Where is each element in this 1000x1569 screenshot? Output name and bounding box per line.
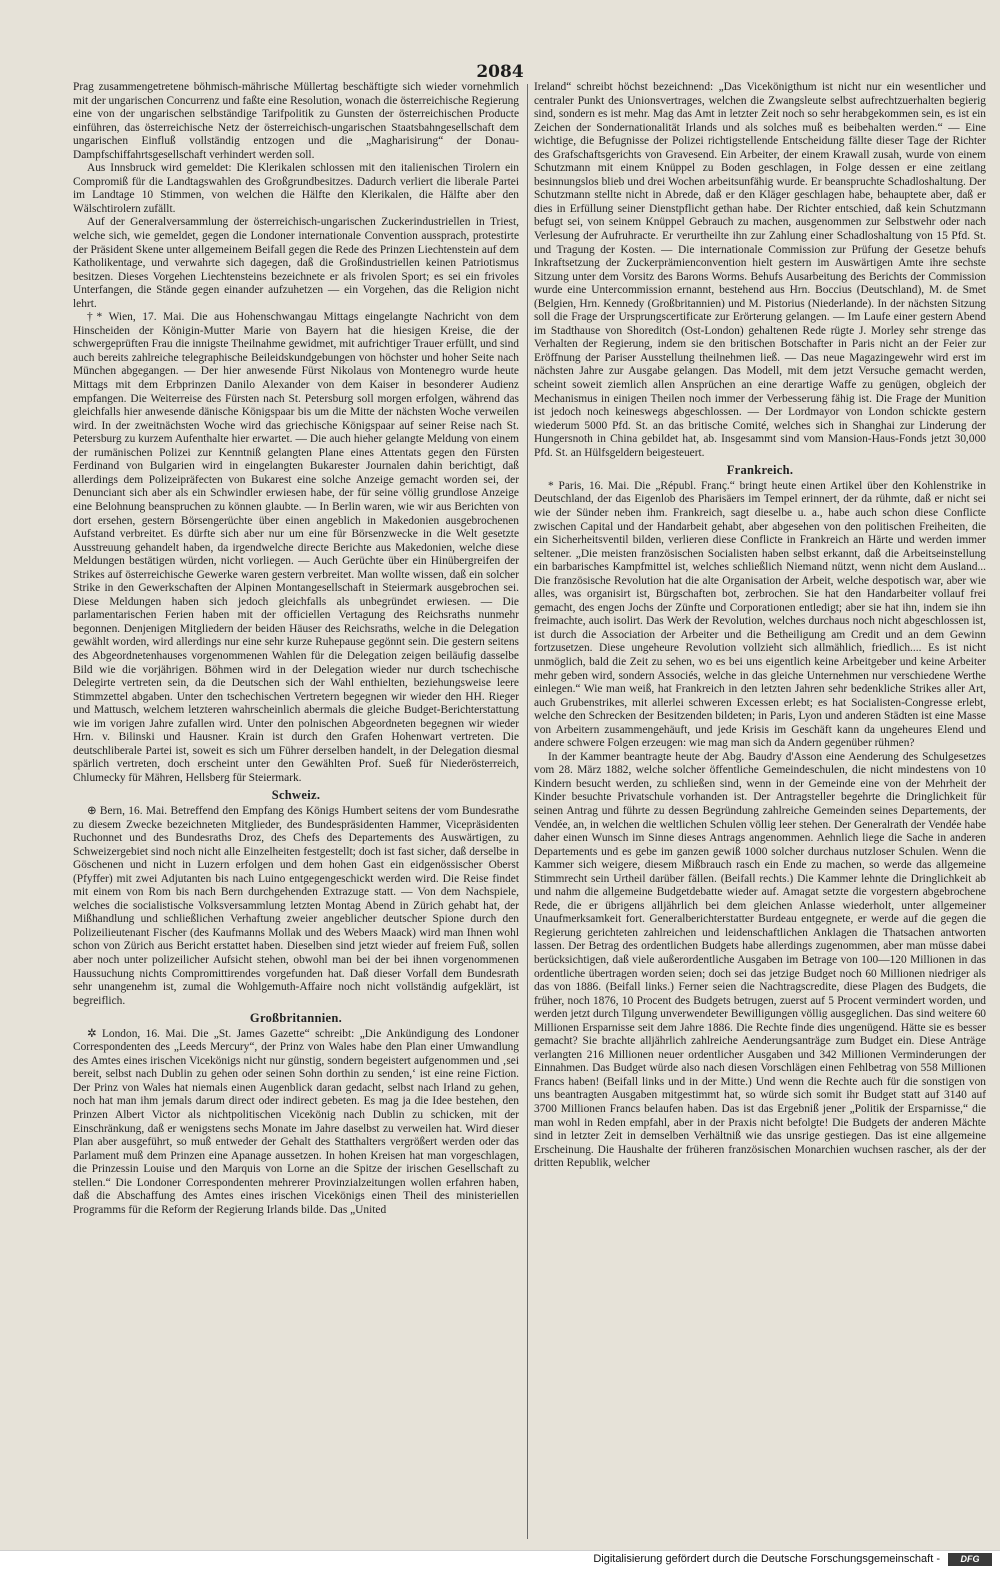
article-paragraph: ⊕ Bern, 16. Mai. Betreffend den Empfang des Königs Humbert seitens der vom Bundesrathe zu diesem Zwecke bezeichneten Mitglieder, des Bundespräsidenten Hammer, Vicepräsidenten Ruchonnet und des Bundesraths Droz, des Chefs des Departements des Auswärtigen, zu Schweizergebiet sind noch nicht alle Einzelheiten festgestellt; doch ist fast sicher, daß derselbe in Göschenen und nicht in Luzern erfolgen und dem hohen Gast ein eidgenössischer Oberst (Pfyffer) mit zwei Adjutanten bis nach Luino entgegengeschickt werden wird. Die Reise findet mit einem von Rom bis nach Bern durchgehenden Extrazuge statt. — Von dem Nachspiele, welches die socialistische Volksversammlung letzten Montag Abend in Zürich gehabt hat, der Mißhandlung und schließlichen Verhaftung zweier angeblicher deutscher Spione durch den Polizeilieutenant Fischer (des Kaufmanns Mollak und des Webers Maack) wird man Ihnen wohl schon von Zürich aus Bericht erstattet haben. Dieselben sind jetzt wieder auf freiem Fuß, sollen aber noch unter polizeilicher Aufsicht stehen, obwohl man bei der bei ihnen vorgenommenen Haussuchung nichts Compromittirendes vorgefunden hat. Daß dieser Vorfall dem Bundesrath sehr unangenehm ist, zumal die Wohlgemuth-Affaire noch nicht vollständig aufgeklärt, ist begreiflich. — [73, 804, 519, 1007]
article-paragraph: In der Kammer beantragte heute der Abg. Baudry d'Asson eine Aenderung des Schulgesetzes vom 28. März 1882, welche solcher öffentliche Gemeindeschulen, die nicht mindestens von 10 Kindern besucht werden, zu schließen sind, wenn in der Gemeinde eine von der Mehrheit der Kinder besuchte Privatschule vorhanden ist. Der Antragsteller begehrte die Dringlichkeit für seinen Antrag und führte zu dessen Begründung zahlreiche Gemeinden seines Departements, der Vendée, an, in welchen die weltlichen Schulen völlig leer stehen. Der Generalrath der Vendée habe daher einen Wunsch im Sinne dieses Antrags angenommen. Aehnlich liege die Sache in anderen Departements und es gebe im ganzen gewiß 1000 solcher durchaus nutzloser Schulen. Wenn die Kammer sich weigere, diesem Mißbrauch rasch ein Ende zu machen, so werde das allgemeine Stimmrecht sein Urtheil darüber fällen. (Beifall rechts.) Die Kammer lehnte die Dringlichkeit ab und nahm die allgemeine Budgetdebatte wieder auf. Amagat setzte die vorgestern abgebrochene Rede, die er übrigens alljährlich bei dem gleichen Anlasse wiederholt, unter allgemeiner Unaufmerksamkeit fort. Generalberichterstatter Burdeau entgegnete, er werde auf die gegen die Regierung gerichteten zahlreichen und leidenschaftlichen Anklagen die Thatsachen antworten lassen. Der Betrag des ordentlichen Budgets habe allerdings zugenommen, aber man müsse dabei berücksichtigen, daß viele außerordentliche Ausgaben im Betrage von 100—120 Millionen in das ordentliche übertragen worden seien; doch sei das jetzige Budget noch 60 Millionen niedriger als das von 1886. (Beifall links.) Ferner seien die Nachtragscredite, diese Plagen des Budgets, die früher, noch 1876, 10 Procent des Budgets betrugen, zuerst auf 5 Procent vermindert worden, und werden jetzt durch Tilgung unverwendeter Bewilligungen völlig ausgeglichen. Das sind weitere 60 Millionen Ersparnisse seit dem Jahre 1886. Die Rechte finde dies ungenügend. Hätte sie es besser gemacht? Sie brachte alljährlich zahlreiche Aenderungsanträge zum Budget ein. Diese Anträge verlangten 216 Millionen neuer ordentlicher Ausgaben und 342 Millionen Verminderungen der Einnahmen. Das Budget würde also nach diesen Vorschlägen einen Fehlbetrag von 558 Millionen Francs haben! (Beifall links und in der Mitte.) Und wenn die Rechte auch für die sonstigen von uns beantragten Ausgaben mitgestimmt hat, so würde sich somit ihr Budget statt auf 3140 auf 3700 Millionen Francs belaufen haben. Das ist das Ergebniß jener „Politik der Ersparnisse,“ die man wohl in Reden empfahl, aber in der Praxis nicht befolgte! Die Budgets der anderen Mächte sind in letzter Zeit in demselben Verhältniß wie das unsrige gestiegen. Das ist eine allgemeine Erscheinung. Die Haushalte der früheren französischen Monarchien wuchsen rascher, als der der dritten Republik, welcher — [534, 750, 986, 1170]
article-paragraph: Aus Innsbruck wird gemeldet: Die Klerikalen schlossen mit den italienischen Tirolern ein Compromiß für die Landtagswahlen des Großgrundbesitzes. Dadurch verliert die liberale Partei im Landtage 10 Stimmen, von welchen die Hälfte den Klerikalen, die Hälfte aber den Wälschtirolern zufällt. — [73, 162, 519, 215]
article-paragraph: ✲ London, 16. Mai. Die „St. James Gazette“ schreibt: „Die Ankündigung des Londoner Correspondenten des „Leeds Mercury“, der Prinz von Wales habe den Plan einer Umwandlung des Amtes eines irischen Vicekönigs nicht nur günstig, sondern begeistert aufgenommen und ‚sei bereit, selbst nach Dublin zu gehen oder seinen Sohn dorthin zu senden,‘ ist eine reine Fiction. Der Prinz von Wales hat niemals einen Augenblick daran gedacht, selbst nach Irland zu gehen, noch hat man ihm jemals darum direct oder indirect gebeten. Es mag ja die Idee bestehen, den Prinzen Albert Victor als nichtpolitischen Vicekönig nach Dublin zu schicken, mit der Einschränkung, daß er wenigstens sechs Monate im Jahre daselbst zu verweilen hat. Wird dieser Plan aber ausgeführt, so muß entweder der Gehalt des Statthalters vergrößert werden oder das Parlament muß dem Prinzen eine Apanage aussetzen. In hohen Kreisen hat man vorgeschlagen, die Prinzessin Louise und den Marquis von Lorne an die Spitze der irischen Gesellschaft zu stellen.“ Die Londoner Correspondenten mehrerer Provinzialzeitungen wollen erfahren haben, daß die Abschaffung des Amtes eines irischen Vicekönigs einen Theil des ministeriellen Programms für die Reform der Regierung Irlands bilde. Das „United — [73, 1027, 519, 1216]
dfg-logo: DFG — [948, 1553, 992, 1566]
right-column — [534, 81, 986, 1547]
section-heading-schweiz: Schweiz. — [271, 788, 321, 803]
section-heading-frankreich: Frankreich. — [726, 463, 794, 478]
article-paragraph: Ireland“ schreibt höchst bezeichnend: „Das Vicekönigthum ist nicht nur ein wesentlicher und centraler Punkt des Unionsvertrages, welchen die Zwangsleute selbst aufrechtzuerhalten begierig sind, sondern es ist mehr. Mag das Amt in letzter Zeit noch so sehr herabgekommen sein, es ist ein Zeichen der Sondernationalität Irlands und als solches muß es beibehalten werden.“ — Eine wichtige, die Befugnisse der Polizei richtigstellende Entscheidung fällte dieser Tage der Richter des Grafschaftsgerichts von Gravesend. Ein Arbeiter, der einem Krawall zusah, wurde von einem Schutzmann mit einem Knüppel zu Boden geschlagen, in Folge dessen er eine zeitlang besinnungslos blieb und drei Wochen arbeitsunfähig wurde. Er beanspruchte Schadloshaltung. Der Schutzmann stellte nicht in Abrede, daß er den Kläger geschlagen habe, behauptete aber, daß er dies in Erfüllung seiner Dienstpflicht gethan habe. Der Richter entschied, daß kein Schutzmann befugt sei, von seinem Knüppel Gebrauch zu machen, ausgenommen zur Selbstwehr oder nach Verlesung der Aufruhracte. Er verurtheilte ihn zur Zahlung einer Schadloshaltung von 15 Pfd. St. und Tragung der Kosten. — Die internationale Commission zur Prüfung der Gesetze behufs Inkraftsetzung der Zuckerprämienconvention hielt gestern im Auswärtigen Amte ihre sechste Sitzung unter dem Vorsitz des Barons Worms. Behufs Ausarbeitung des Berichts der Commission wurde eine Untercommission ernannt, bestehend aus Hrn. Boccius (Deutschland), M. de Smet (Belgien, Hrn. Kennedy (Großbritannien) und M. Pistorius (Niederlande). In der nächsten Sitzung soll die Frage der Ursprungscertificate zur Erörterung gelangen. — Im Laufe einer gestern Abend im Stadthause von Shoreditch (Ost-London) gehaltenen Rede rügte J. Morley sehr strenge das Verhalten der Regierung, indem sie den britischen Botschafter in Paris nicht an der Feier zur Eröffnung der Pariser Ausstellung theilnehmen ließ. — Das neue Magazingewehr wird erst im nächsten Jahre zur Ausgabe gelangen. Das Modell, mit dem jetzt Versuche gemacht werden, scheint soweit ziemlich allen Ansprüchen an eine derartige Waffe zu genügen, obgleich der Mechanismus in einigen Theilen noch immer der Verbesserung fähig ist. Die Frage der Munition ist jedoch noch keineswegs abgeschlossen. — Der Lordmayor von London schickte gestern wiederum 5000 Pfd. St. an das britische Comité, welches sich in Shanghai zur Linderung der Hungersnoth in China gebildet hat, ab. Insgesammt sind vom Mansion-Haus-Fonds jetzt 30,000 Pfd. St. an Hülfsgeldern beigesteuert. — [534, 81, 986, 459]
article-paragraph: * Paris, 16. Mai. Die „Républ. Franç.“ bringt heute einen Artikel über den Kohlenstrike in Deutschland, der das Eigenlob des Pharisäers im Tempel erinnert, der da rühmte, daß er nicht sei wie der Sünder neben ihm. Frankreich, sagt dieselbe u. a., habe auch schon diese Conflicte zwischen Capital und der Handarbeit gehabt, aber abgesehen von den politischen Freiheiten, die ein Sicherheitsventil bilden, verlieren diese Conflicte in Frankreich an Härte und werden immer seltener. „Die meisten französischen Socialisten haben selbst erkannt, daß die Arbeitseinstellung ein barbarisches Kampfmittel ist, welches schließlich Niemand nützt, wenn nicht dem Ausland... Die französische Revolution hat die alte Organisation der Arbeit, welche despotisch war, aber wie alles, was organisirt ist, Bürgschaften bot, zerbrochen. Sie hat den Handarbeiter vollauf frei gemacht, des engen Jochs der Zünfte und Corporationen entledigt; aber sie hat ihn, indem sie ihn freimachte, auch isolirt. Das Werk der Revolution, welches durchaus noch nicht abgeschlossen ist, ist durch die Association der Arbeiter und die Betheiligung am Credit und an dem Gewinn fortzusetzen. Diese ungeheure Revolution vollzieht sich allmählich, friedlich.... Es ist nicht unmöglich, bald die Zeit zu sehen, wo es bei uns eigentlich keine Arbeitgeber und keine Arbeiter mehr geben wird, sondern Associés, welche in das gleiche Unternehmen nur verschiedene Werthe einlegen.“ Wie man weiß, hat Frankreich in den letzten Jahren sehr bedenkliche Strikes aller Art, auch Grubenstrikes, mit allerlei schweren Excessen erlebt; es hat Socialisten-Congresse erlebt, welche den Schrecken der Besitzenden bildeten; in Paris, Lyon und anderen Städten ist eine Masse von Arbeitern zusammengehäuft, und jede Krisis im Geschäft kann da ungeheures Elend und andere schwere Folgen erzeugen: wie mag man sich da Andern gegenüber rühmen? — [534, 479, 986, 750]
column-divider — [527, 84, 528, 1539]
left-column — [73, 81, 519, 1547]
article-paragraph: Auf der Generalversammlung der österreichisch-ungarischen Zuckerindustriellen in Triest, welche sich, wie gemeldet, gegen die Londoner internationale Convention aussprach, protestirte der Präsident Skene unter allgemeinem Beifall gegen die Rede des Prinzen Liechtenstein auf dem Katholikentage, und verwahrte sich dagegen, daß die Großindustriellen keinen Patriotismus besitzen. Dieses Vorgehen Liechtensteins bezeichnete er als frivolen Sport; es sei ein frivoles Unterfangen, die Stände gegen einander aufzuhetzen — ein Vorgehen, das die Religion nicht lehrt. — [73, 216, 519, 310]
section-heading-grossbritannien: Großbritannien. — [249, 1011, 343, 1026]
article-paragraph: Prag zusammengetretene böhmisch-mährische Müllertag beschäftigte sich wieder vornehmlich mit der ungarischen Concurrenz und faßte eine Resolution, wonach die österreichische Regierung eine von der ungarischen selbständige Tarifpolitik zu Gunsten der österreichischen Producte einführen, das österreichische Netz der österreichisch-ungarischen Staatsbahngesellschaft dem ungarischen Einfluß vollständig entzogen und die „Magharisirung“ der Donau-Dampfschiffahrtsgesellschaft verhindert werden soll. — [73, 81, 519, 161]
digitization-footer — [0, 1550, 1000, 1569]
article-paragraph: †* Wien, 17. Mai. Die aus Hohenschwangau Mittags eingelangte Nachricht von dem Hinscheiden der Königin-Mutter Marie von Bayern hat die hiesigen Kreise, die der schwergeprüften Frau die innigste Theilnahme gewidmet, mit aufrichtiger Trauer erfüllt, und sind auch bereits zahlreiche telegraphische Beileidskundgebungen von höchster und hoher Seite nach München abgegangen. — Der hier anwesende Fürst Nikolaus von Montenegro wurde heute Mittags mit dem Erbprinzen Danilo Alexander von dem Kaiser in besonderer Audienz empfangen. Die Weiterreise des Fürsten nach St. Petersburg soll morgen erfolgen, während das gleichfalls hier anwesende dänische Königspaar bis um die Mitte der nächsten Woche verweilen wird. In der zweitnächsten Woche wird das griechische Königspaar auf seiner Reise nach St. Petersburg zu kurzem Aufenthalte hier erwartet. — Die auch hieher gelangte Meldung von einem der rumänischen Polizei zur Kenntniß gelangten Plane eines Attentats gegen den Fürsten Ferdinand von Bulgarien wird in eingelangten Bukarester Journalen dahin berichtigt, daß allerdings dem Polizeipräfecten von Bukarest eine solche Anzeige gemacht worden sei, der Denunciant sich aber als ein Schwindler erwiesen habe, der für seine völlig grundlose Anzeige eine Belohnung beanspruchen zu können glaubte. — In Berlin waren, wie wir aus Berichten von dort ersehen, gestern Börsengerüchte über einen angeblich in Makedonien ausgebrochenen Aufstand verbreitet. Es dürfte sich aber nur um eine für Börsenzwecke in die Welt gesetzte Ausstreuung gehandelt haben, da irgendwelche directe Berichte aus Makedonien, welche diese Meldungen bestätigen würden, nicht vorliegen. — Auch Gerüchte über ein Hinübergreifen der Strikes auf österreichische Gewerke waren gestern verbreitet. Man wollte wissen, daß ein solcher Strike in den Gewerkschaften der Alpinen Montangesellschaft in Steiermark ausgebrochen sei. Diese Meldungen haben sich jedoch gleichfalls als unbegründet erwiesen. — Die parlamentarischen Ferien haben mit der officiellen Vertagung des Reichsraths nunmehr begonnen. Denjenigen Mitgliedern der beiden Häuser des Reichsraths, welche in die Delegation gewählt worden, wird allerdings nur eine sehr kurze Ruhepause gegönnt sein. Die gestern seitens des Abgeordnetenhauses vorgenommenen Wahlen für die Delegation zeigen beiläufig dasselbe Bild wie die vorjährigen. Böhmen wird in der Delegation wieder nur durch tschechische Delegirte vertreten sein, da die Deutschen sich der Wahl enthielten, beziehungsweise leere Stimmzettel abgaben. Unter den tschechischen Vertretern begegnen wir wieder den HH. Rieger und Mattusch, welchem letzteren wahrscheinlich abermals die gleiche Budget-Berichterstattung wie im vorigen Jahre zufallen wird. Unter den polnischen Abgeordneten begegnen wir wieder Hrn. v. Bilinski und Hausner. Krain ist durch den Grafen Hohenwart vertreten. Die deutschliberale Partei ist, soweit es sich um Führer derselben handelt, in der Delegation diesmal spärlich vertreten, doch erscheint unter den Gewählten Prof. Sueß für Niederösterreich, Chlumecky für Mähren, Hellsberg für Steiermark. — [73, 311, 519, 784]
page-number: 2084 — [476, 62, 524, 82]
footer-text: Digitalisierung gefördert durch die Deutsche Forschungsgemeinschaft - — [593, 1553, 940, 1565]
